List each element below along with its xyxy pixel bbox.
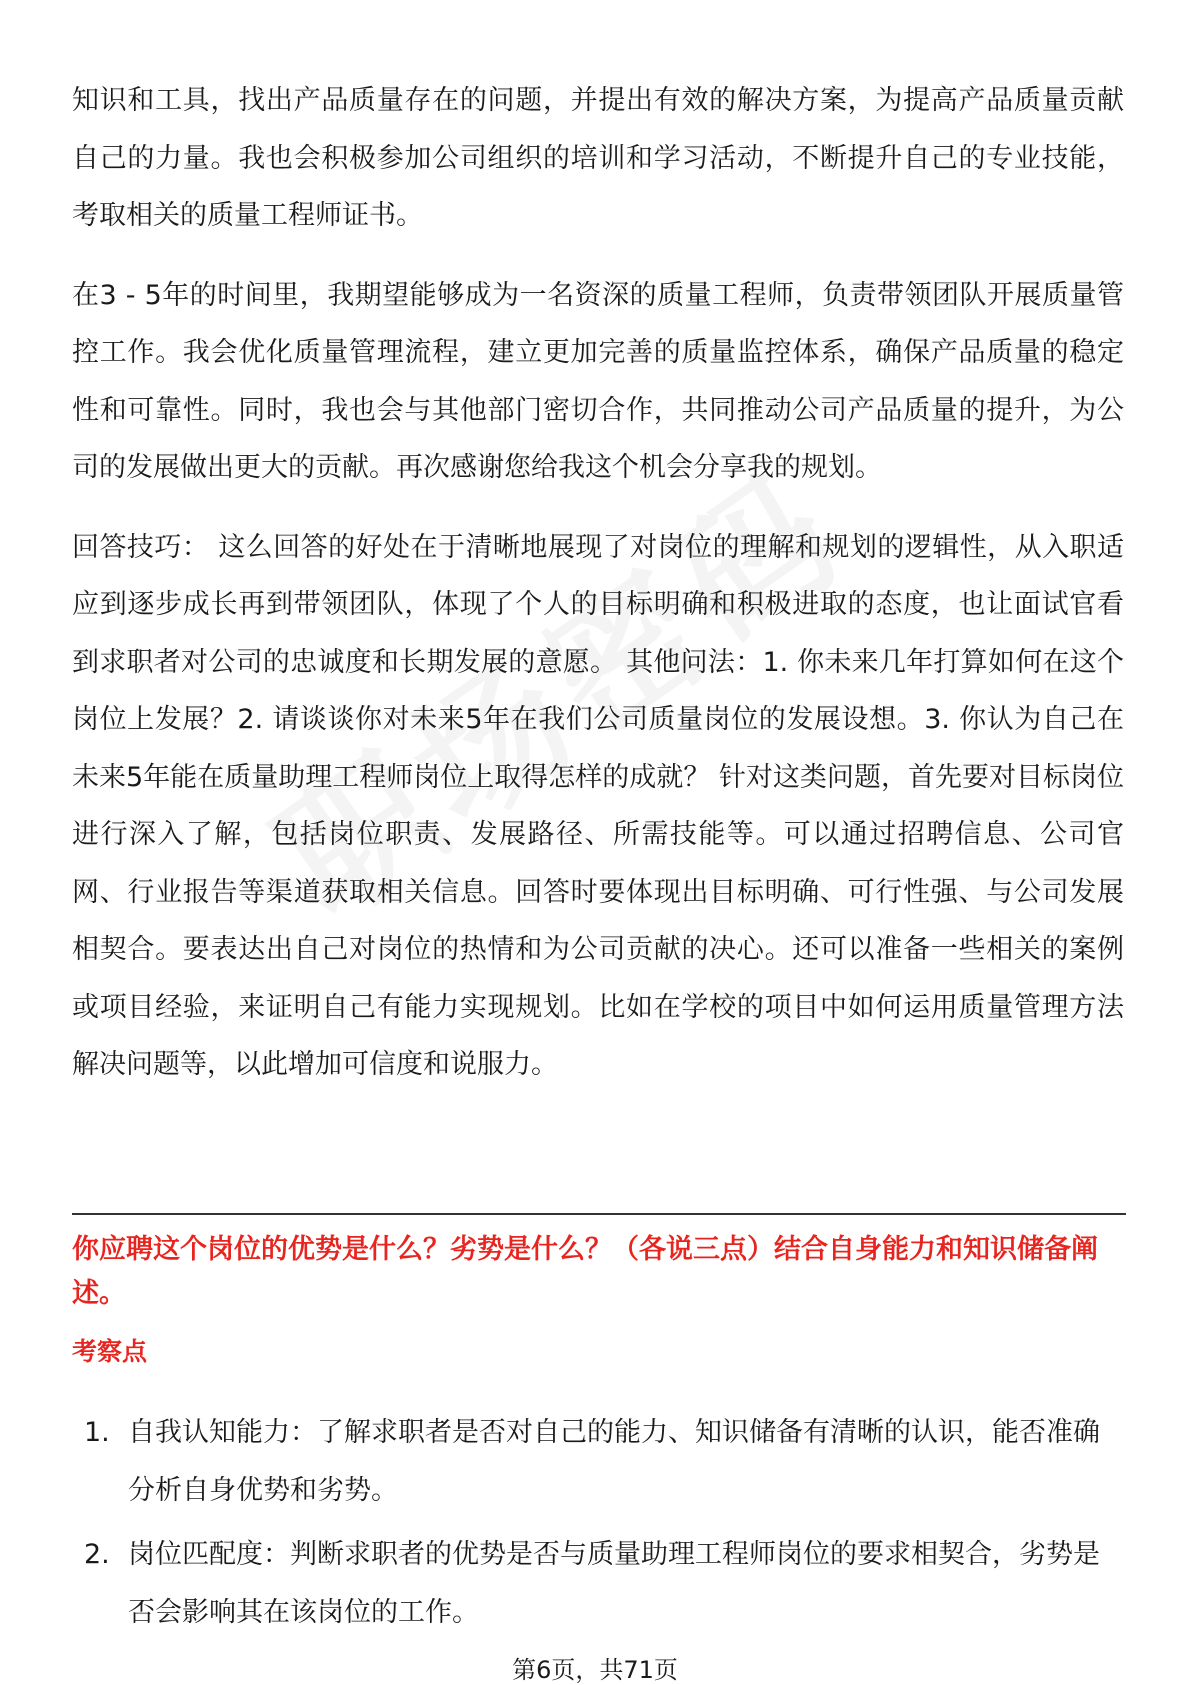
section-divider <box>72 1213 1126 1215</box>
list-item-text: 自我认知能力：了解求职者是否对自己的能力、知识储备有清晰的认识，能否准确分析自身优势和劣势。 <box>128 1417 1100 1506</box>
list-item <box>72 1404 1126 1519</box>
paragraph-plan-3-5-years: 在3 - 5年的时间里，我期望能够成为一名资深的质量工程师，负责带领团队开展质量管控工作。我会优化质量管理流程，建立更加完善的质量监控体系，确保产品质量的稳定性和可靠性。同时，我也会与其他部门密切合作，共同推动公司产品质量的提升，为公司的发展做出更大的贡献。再次感谢您给我这个机会分享我的规划。 <box>72 279 1124 483</box>
main-content <box>72 72 1124 1094</box>
section-label-assessment-points: 考察点 <box>72 1337 148 1366</box>
question-heading: 你应聘这个岗位的优势是什么？劣势是什么？（各说三点）结合自身能力和知识储备阐述。 <box>72 1234 1098 1309</box>
paragraph-answer-tips: 回答技巧： 这么回答的好处在于清晰地展现了对岗位的理解和规划的逻辑性，从入职适应到逐步成长再到带领团队，体现了个人的目标明确和积极进取的态度，也让面试官看到求职者对公司的忠诚度和长期发展的意愿。 其他问法：1. 你未来几年打算如何在这个岗位上发展？2. 请谈谈你对未来5年在我们公司质量岗位的发展设想。3. 你认为自己在未来5年能在质量助理工程师岗位上取得怎样的成就？ 针对这类问题，首先要对目标岗位进行深入了解，包括岗位职责、发展路径、所需技能等。可以通过招聘信息、公司官网、行业报告等渠道获取相关信息。回答时要体现出目标明确、可行性强、与公司发展相契合。要表达出自己对岗位的热情和为公司贡献的决心。还可以准备一些相关的案例或项目经验，来证明自己有能力实现规划。比如在学校的项目中如何运用质量管理方法解决问题等，以此增加可信度和说服力。 <box>72 531 1124 1080</box>
list-item-number: 1. <box>84 1417 110 1448</box>
list-item <box>72 1526 1126 1641</box>
list-item-number: 2. <box>84 1539 110 1570</box>
list-item-text: 岗位匹配度：判断求职者的优势是否与质量助理工程师岗位的要求相契合，劣势是否会影响其在该岗位的工作。 <box>128 1539 1100 1628</box>
assessment-points-list <box>72 1404 1126 1641</box>
page-footer: 第6页，共71页 <box>512 1656 678 1684</box>
paragraph-plan-continued: 知识和工具，找出产品质量存在的问题，并提出有效的解决方案，为提高产品质量贡献自己的力量。我也会积极参加公司组织的培训和学习活动，不断提升自己的专业技能，考取相关的质量工程师证书。 <box>72 85 1124 231</box>
